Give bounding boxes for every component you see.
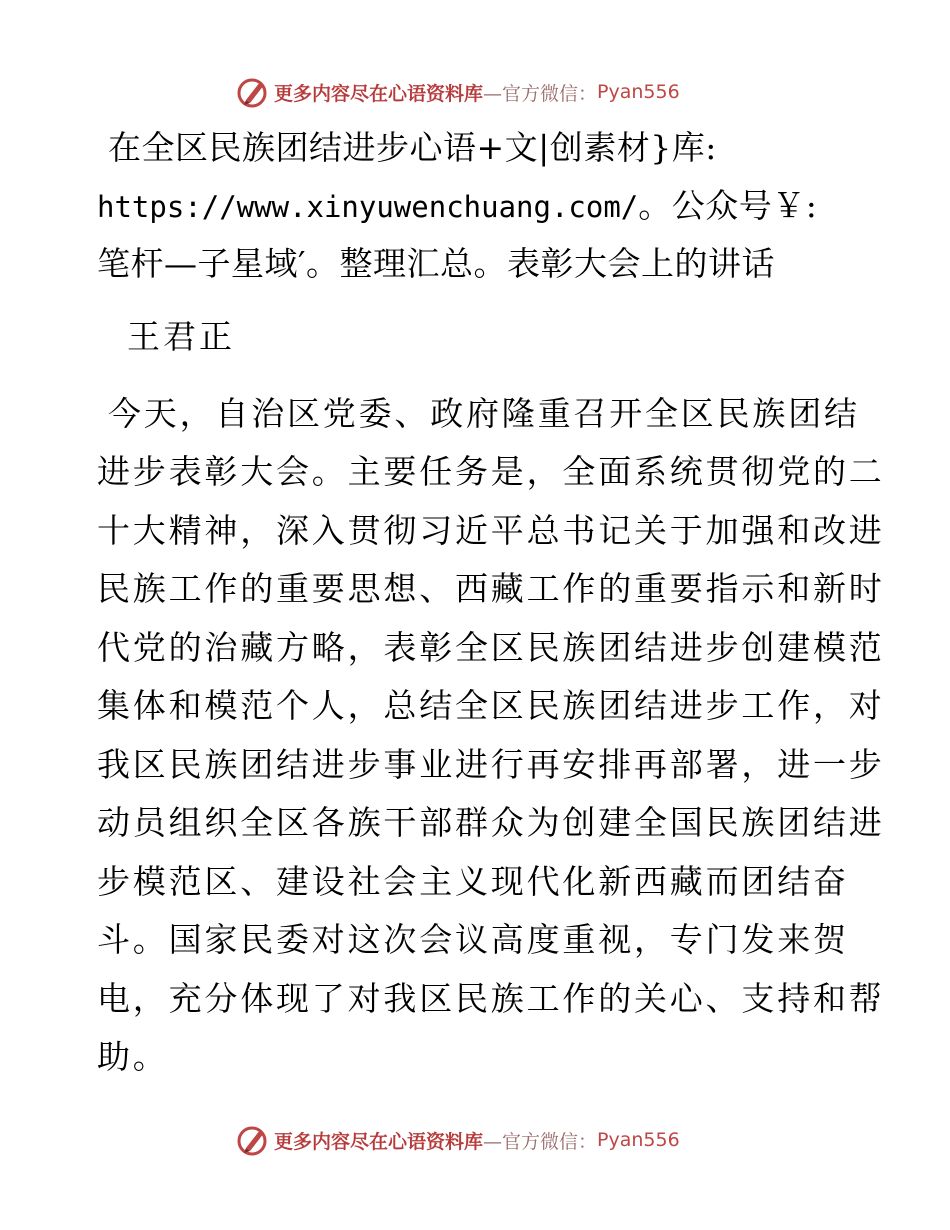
body-line: 电，充分体现了对我区民族工作的关心、支持和帮 — [97, 979, 885, 1018]
body-line: 十大精神，深入贯彻习近平总书记关于加强和改进 — [97, 511, 885, 550]
watermark-wechat-label: —官方微信： — [483, 1130, 598, 1153]
footer-watermark — [234, 1120, 680, 1160]
body-line: 民族工作的重要思想、西藏工作的重要指示和新时 — [97, 569, 885, 608]
body-line: 动员组织全区各族干部群众为创建全国民族团结进 — [97, 803, 885, 842]
body-line: 集体和模范个人，总结全区民族团结进步工作，对 — [97, 686, 885, 725]
body-line: 斗。国家民委对这次会议高度重视，专门发来贺 — [97, 920, 849, 959]
header-watermark — [234, 72, 680, 112]
website-url[interactable]: https://www.xinyuwenchuang.com/ — [97, 190, 639, 224]
body-line: 今天，自治区党委、政府隆重召开全区民族团结 — [108, 394, 860, 433]
header-line-2 — [97, 186, 817, 227]
body-line: 进步表彰大会。主要任务是，全面系统贯彻党的二 — [97, 452, 885, 491]
body-line: 我区民族团结进步事业进行再安排再部署，进一步 — [97, 745, 885, 784]
watermark-title: 更多内容尽在心语资料库 — [274, 82, 484, 105]
header-line-3: 笔杆—子星域′。整理汇总。表彰大会上的讲话 — [97, 244, 775, 283]
watermark-wechat-label: —官方微信： — [483, 82, 598, 105]
body-line: 步模范区、建设社会主义现代化新西藏而团结奋 — [97, 862, 849, 901]
watermark-wechat-id: Pyan556 — [597, 1129, 680, 1151]
body-line: 代党的治藏方略，表彰全区民族团结进步创建模范 — [97, 628, 885, 667]
pen-logo-icon — [234, 74, 270, 110]
watermark-title: 更多内容尽在心语资料库 — [274, 1130, 484, 1153]
author-name: 王君正 — [127, 317, 235, 356]
body-line: 助。 — [97, 1037, 169, 1076]
header-line-1: 在全区民族团结进步心语+文|创素材}库: — [108, 128, 717, 167]
header-line-2-suffix: 。公众号￥: — [638, 186, 818, 225]
pen-logo-icon — [234, 1122, 270, 1158]
watermark-wechat-id: Pyan556 — [597, 81, 680, 103]
